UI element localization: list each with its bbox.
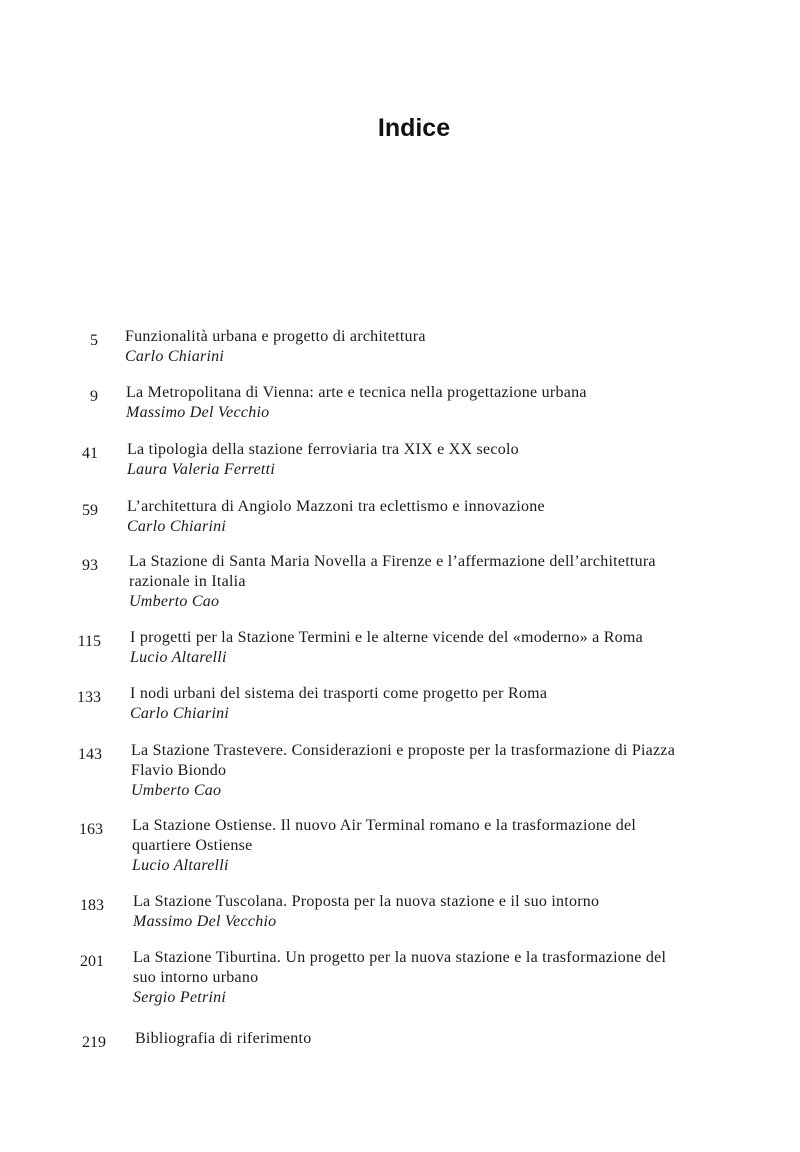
page-number: 219: [82, 1034, 106, 1051]
page-number: 133: [77, 689, 101, 706]
chapter-title: Funzionalità urbana e progetto di architettura: [125, 328, 426, 345]
chapter-title: La Stazione Tuscolana. Proposta per la nuova stazione e il suo intorno: [133, 893, 600, 910]
chapter-title: Bibliografia di riferimento: [135, 1030, 312, 1047]
chapter-title: La Stazione Tiburtina. Un progetto per la nuova stazione e la trasformazione del: [133, 949, 667, 966]
chapter-author: Carlo Chiarini: [125, 348, 225, 365]
chapter-author: Umberto Cao: [129, 593, 220, 610]
chapter-title: L’architettura di Angiolo Mazzoni tra eclettismo e innovazione: [127, 498, 545, 515]
chapter-title: I nodi urbani del sistema dei trasporti come progetto per Roma: [130, 685, 548, 702]
chapter-title: I progetti per la Stazione Termini e le alterne vicende del «moderno» a Roma: [130, 629, 643, 646]
chapter-author: Sergio Petrini: [133, 989, 227, 1006]
page-number: 93: [82, 557, 98, 574]
chapter-title-continued: suo intorno urbano: [133, 969, 259, 986]
page-number: 59: [82, 502, 98, 519]
page-number: 143: [78, 746, 102, 763]
page-number: 41: [82, 445, 98, 462]
page-number: 115: [77, 633, 101, 650]
page-title: Indice: [377, 114, 451, 142]
chapter-title: La tipologia della stazione ferroviaria tra XIX e XX secolo: [127, 441, 519, 458]
page-number: 9: [90, 388, 98, 405]
chapter-title: La Stazione Trastevere. Considerazioni e proposte per la trasformazione di Piazza: [131, 742, 676, 759]
chapter-title-continued: razionale in Italia: [129, 573, 246, 590]
chapter-author: Umberto Cao: [131, 782, 222, 799]
page-number: 5: [90, 332, 98, 349]
chapter-title: La Stazione di Santa Maria Novella a Firenze e l’affermazione dell’architettura: [129, 553, 656, 570]
chapter-author: Lucio Altarelli: [132, 857, 229, 874]
chapter-title: La Stazione Ostiense. Il nuovo Air Terminal romano e la trasformazione del: [132, 817, 637, 834]
chapter-author: Carlo Chiarini: [130, 705, 230, 722]
chapter-author: Carlo Chiarini: [127, 518, 227, 535]
chapter-title: La Metropolitana di Vienna: arte e tecnica nella progettazione urbana: [126, 384, 587, 401]
chapter-author: Lucio Altarelli: [130, 649, 227, 666]
chapter-title-continued: Flavio Biondo: [131, 762, 227, 779]
chapter-title-continued: quartiere Ostiense: [132, 837, 253, 854]
page-number: 201: [80, 953, 104, 970]
page-number: 163: [79, 821, 103, 838]
chapter-author: Laura Valeria Ferretti: [127, 461, 276, 478]
page-number: 183: [80, 897, 104, 914]
chapter-author: Massimo Del Vecchio: [126, 404, 270, 421]
chapter-author: Massimo Del Vecchio: [133, 913, 277, 930]
